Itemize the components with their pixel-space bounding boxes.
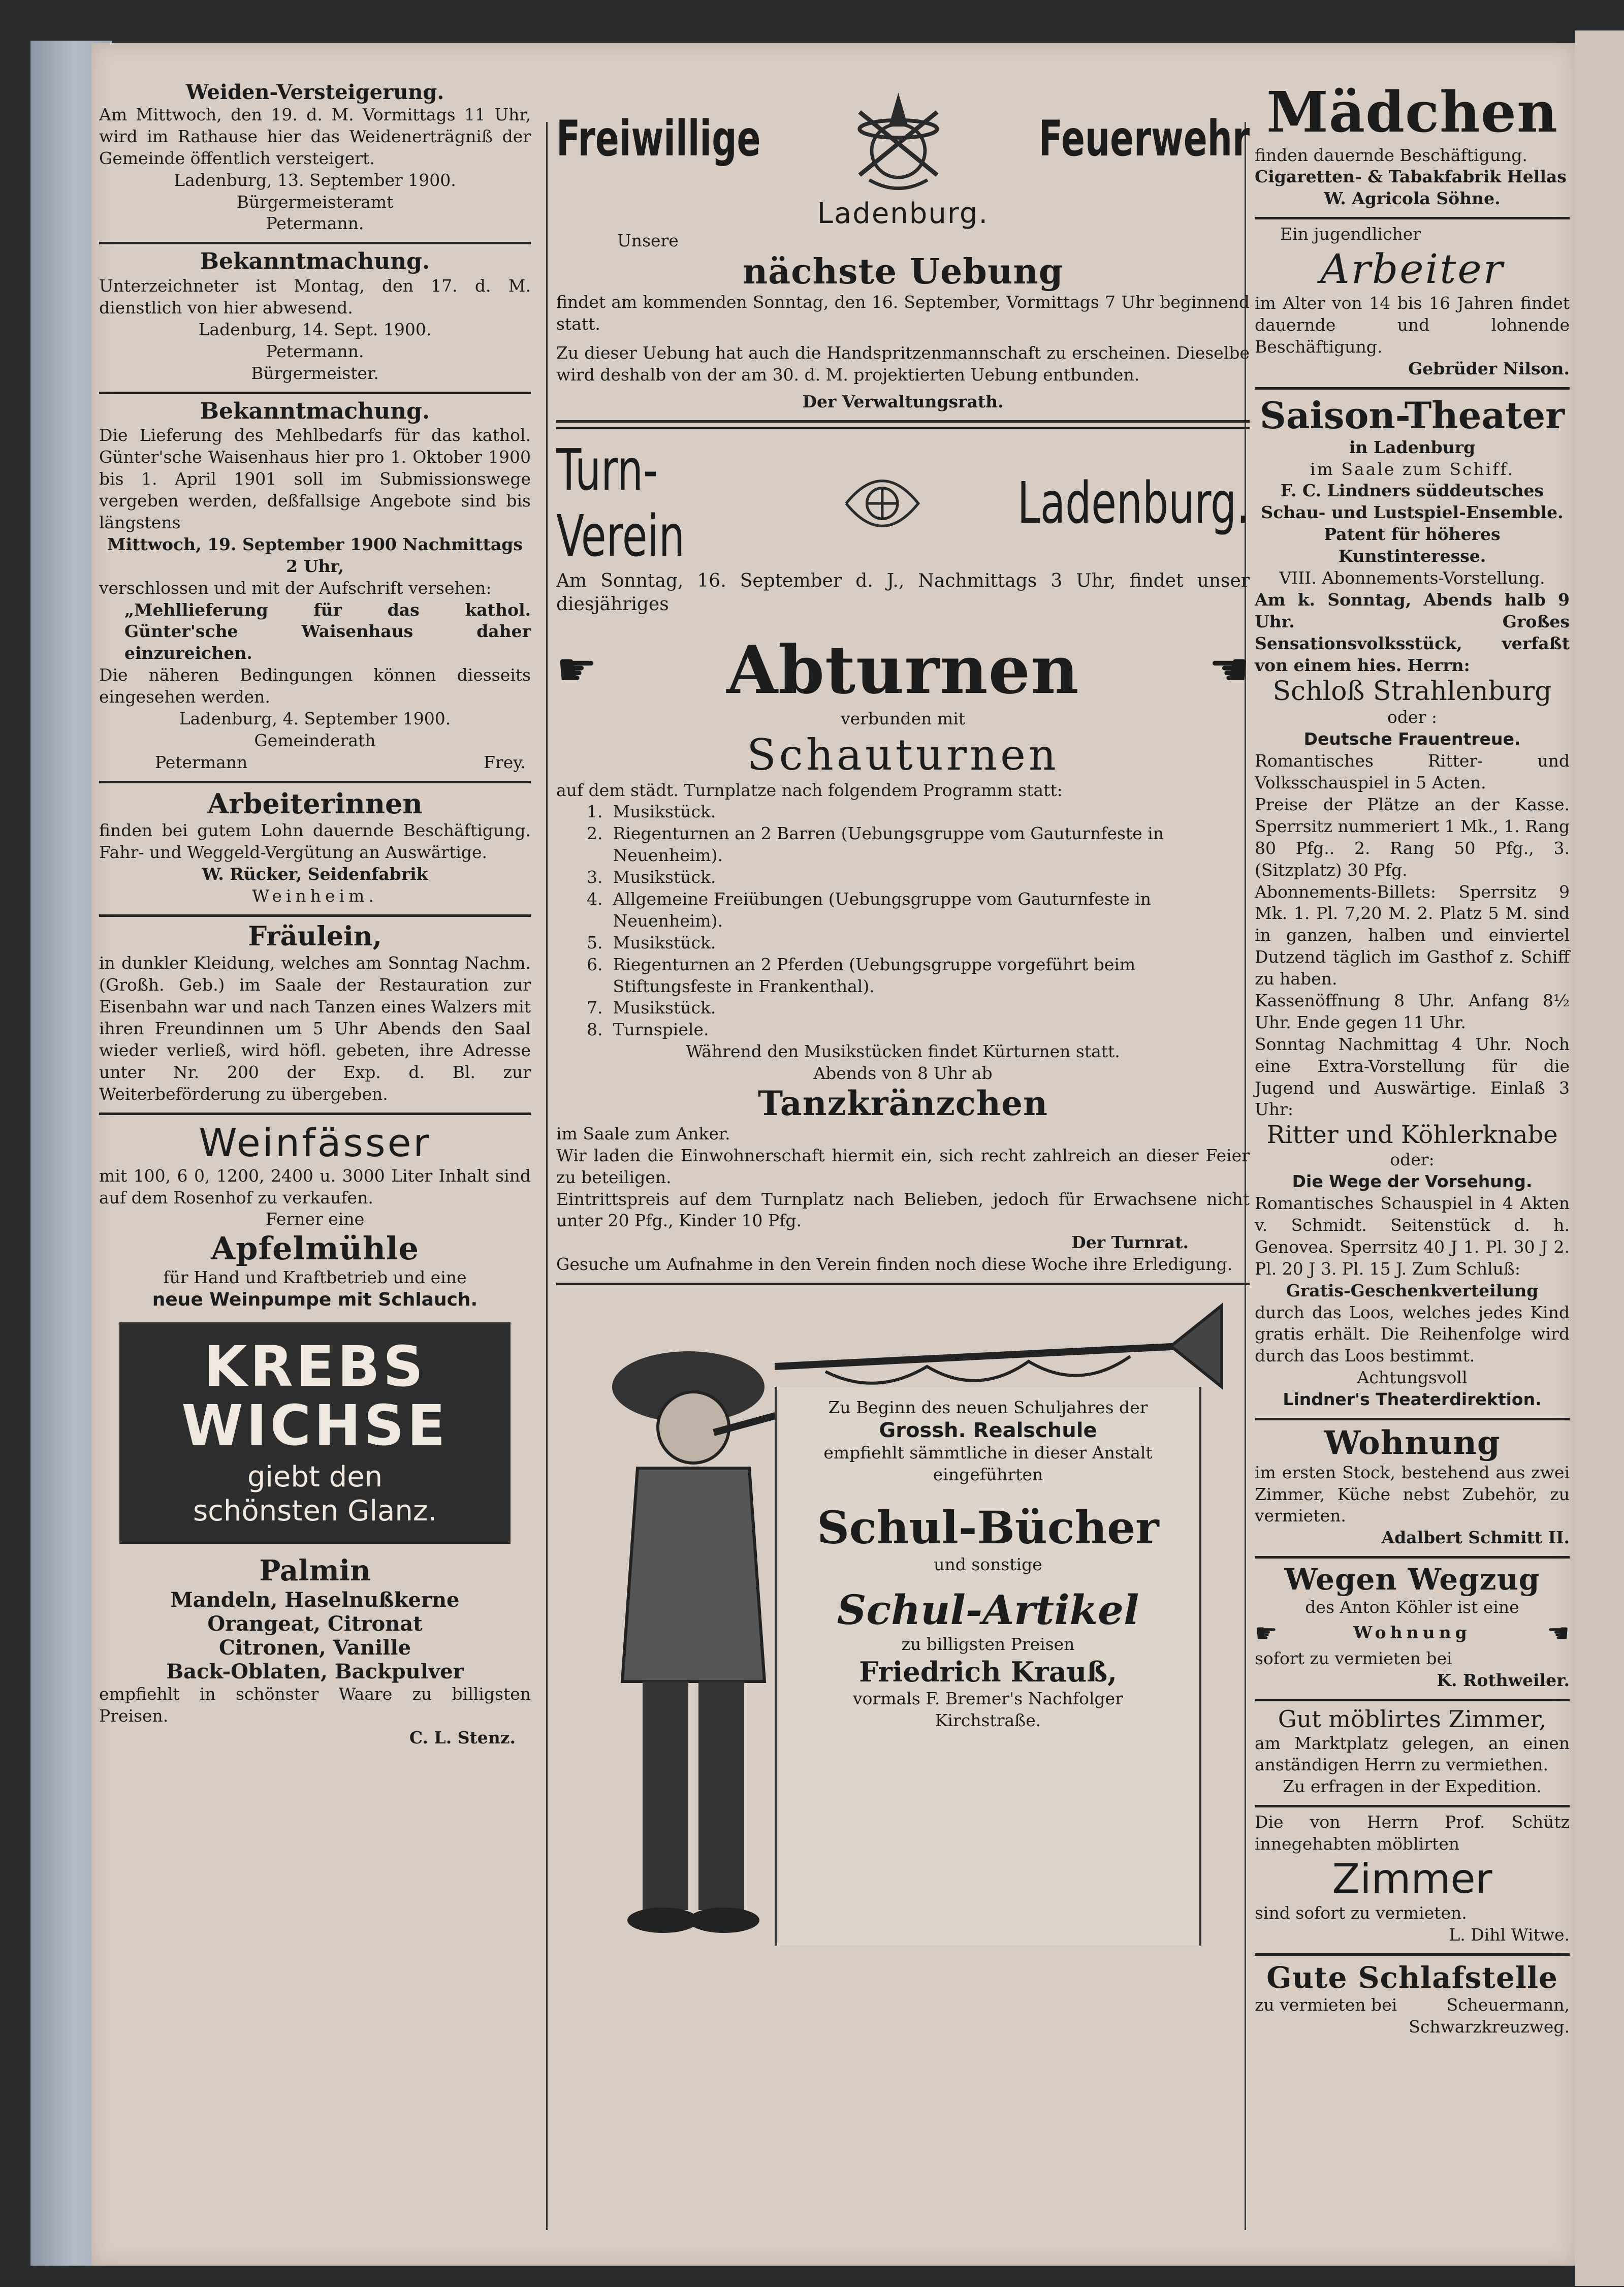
- ad-krebs-wichse: [119, 1322, 511, 1543]
- ad-title: Saison-Theater: [1259, 393, 1565, 437]
- ad-office: Gemeinderath: [254, 730, 376, 750]
- program-item: 5. Musikstück.: [587, 932, 716, 952]
- ad-sign: Lindner's Theaterdirektion.: [1283, 1389, 1542, 1410]
- ad-line: sind sofort zu vermieten.: [1255, 1903, 1467, 1923]
- ad-title: Gute Schlafstelle: [1266, 1960, 1558, 1995]
- ad-quote: „Mehllieferung für das kathol. Günter'sche Waisenhaus daher einzureichen.: [124, 599, 531, 663]
- ad-text: Am Sonntag, 16. September d. J., Nachmittags 3 Uhr, findet unser diesjähriges: [556, 570, 1250, 615]
- ad-sign: K. Rothweiler.: [1437, 1670, 1570, 1690]
- ad-play-b: Deutsche Frauentreue.: [1303, 729, 1521, 749]
- ad-title: Zimmer: [1332, 1855, 1492, 1902]
- column-center: [556, 76, 1250, 1991]
- ad-title: Weinfässer: [199, 1120, 431, 1165]
- ad-line: zu vermieten bei: [1255, 1995, 1397, 2015]
- ad-headline: Schul-Bücher: [817, 1501, 1159, 1554]
- ad-sign: Scheuermann,: [1446, 1995, 1570, 2015]
- ad-turnverein: [556, 423, 1250, 1286]
- ad-sign: Petermann.: [266, 341, 364, 361]
- krebs-line-4: schönsten Glanz.: [193, 1495, 437, 1528]
- ad-text: empfiehlt in schönster Waare zu billigsten Preisen.: [99, 1684, 531, 1726]
- krebs-line-1: KREBS: [203, 1334, 427, 1400]
- ad-fraulein: [99, 917, 531, 1115]
- column-right: [1255, 76, 1570, 2038]
- ad-line: Kirchstraße.: [935, 1710, 1041, 1731]
- krebs-line-2: WICHSE: [181, 1392, 449, 1458]
- ad-title: Wohnung: [1324, 1424, 1501, 1463]
- program-item: 3. Musikstück.: [587, 867, 716, 887]
- program-item: 7. Musikstück.: [587, 998, 716, 1018]
- ad-town: Ladenburg.: [817, 197, 989, 230]
- ad-pre: Unsere: [617, 231, 679, 250]
- ad-line: Gratis-Geschenkverteilung: [1286, 1280, 1539, 1300]
- program-list: [556, 801, 1250, 1041]
- ad-firm: Gebrüder Nilson.: [1408, 358, 1570, 378]
- pointing-hand-icon: ☛: [556, 643, 597, 697]
- pointing-hand-icon: ☚: [1208, 643, 1250, 697]
- ad-line: Sonntag Nachmittag 4 Uhr. Noch eine Extra-Vorstellung für die Jugend und Auswärtige. Einlaß 3 Uhr:: [1255, 1034, 1570, 1120]
- turner-cross-emblem-icon: [837, 463, 927, 544]
- ad-line: Wohnung: [1353, 1623, 1471, 1643]
- ad-text: am Marktplatz gelegen, an einen anständigen Herrn zu vermiethen.: [1255, 1733, 1570, 1775]
- ad-line: im Saale zum Schiff.: [1310, 459, 1514, 479]
- facing-page-edge: [1575, 30, 1624, 2286]
- program-item: 1. Musikstück.: [587, 802, 716, 822]
- ad-invite: Wir laden die Einwohnerschaft hiermit ein, sich recht zahlreich an dieser Feier zu beteiligen.: [556, 1145, 1250, 1187]
- ad-text: in dunkler Kleidung, welches am Sonntag Nachm. (Großh. Geb.) im Saale der Restauration zur Eisenbahn war und nach Tanzen eines Walzers mit ihren Freundinnen um 5 Uhr Abends den Saal wieder verließ, wird höfl. gebeten, ihre Adresse unter Nr. 200 der Exp. d. Bl. zur Weiterbeförderung zu übergeben.: [99, 953, 531, 1104]
- ad-eintritt: Eintrittspreis auf dem Turnplatz nach Belieben, jedoch für Erwachsene nicht unter 20 Pfg., Kinder 10 Pfg.: [556, 1189, 1250, 1231]
- ad-headline-2: Schauturnen: [747, 729, 1059, 780]
- ad-line: sofort zu vermieten bei: [1255, 1648, 1452, 1668]
- ad-play-b: Die Wege der Vorsehung.: [1292, 1171, 1533, 1192]
- ad-more: Ferner eine: [265, 1209, 365, 1229]
- ad-headline-2: Schul-Artikel: [837, 1585, 1139, 1634]
- ad-office: Bürgermeisteramt: [236, 192, 394, 212]
- ad-play: Ritter und Köhlerknabe: [1266, 1121, 1558, 1150]
- ad-title: Gut möblirtes Zimmer,: [1278, 1705, 1547, 1733]
- ad-line: Kassenöffnung 8 Uhr. Anfang 8½ Uhr. Ende gegen 11 Uhr.: [1255, 991, 1570, 1032]
- ad-text: Am Mittwoch, den 19. d. M. Vormittags 11 Uhr, wird im Rathause hier das Weidenerträgniß der Gemeinde öffentlich versteigert.: [99, 105, 531, 168]
- ad-sign: C. L. Stenz.: [409, 1727, 516, 1748]
- ad-title: Bekanntmachung.: [200, 398, 430, 424]
- ad-line: Citronen, Vanille: [218, 1635, 411, 1660]
- ad-saal: im Saale zum Anker.: [556, 1123, 730, 1144]
- ad-line: Zu erfragen in der Expedition.: [1283, 1776, 1542, 1797]
- ad-text-2: für Hand und Kraftbetrieb und eine: [163, 1267, 467, 1287]
- program-item: 6. Riegenturnen an 2 Pferden (Uebungsgruppe vorgeführt beim Stiftungsfeste in Frankenthal).: [587, 954, 1136, 996]
- ad-headline-3: Tanzkränzchen: [758, 1083, 1048, 1123]
- ad-title: Palmin: [259, 1553, 371, 1587]
- ad-line: zu billigsten Preisen: [901, 1634, 1075, 1654]
- ad-line: Orangeat, Citronat: [207, 1611, 423, 1636]
- ad-text: mit 100, 6 0, 1200, 2400 u. 3000 Liter Inhalt sind auf dem Rosenhof zu verkaufen.: [99, 1165, 531, 1208]
- ad-gesuche: Gesuche um Aufnahme in den Verein finden noch diese Woche ihre Erledigung.: [556, 1254, 1233, 1275]
- ad-line: vormals F. Bremer's Nachfolger: [853, 1689, 1123, 1709]
- program-item: 8. Turnspiele.: [587, 1020, 709, 1040]
- ad-madchen: [1255, 76, 1570, 219]
- ad-title-right: Ladenburg.: [1017, 470, 1250, 536]
- ad-saison-theater: [1255, 390, 1570, 1420]
- ad-place: Ladenburg, 13. September 1900.: [174, 170, 456, 190]
- ad-sub: verbunden mit: [840, 708, 966, 728]
- ad-line: Abonnements-Billets: Sperrsitz 9 Mk. 1. Pl. 7,20 M. 2. Platz 5 M. sind in ganzen, halben und einviertel Dutzend täglich im Gasthof z. Schiff zu haben.: [1255, 881, 1570, 989]
- ad-pre: Ein jugendlicher: [1280, 224, 1421, 244]
- krebs-line-3: giebt den: [247, 1460, 383, 1494]
- ad-text: finden dauernde Beschäftigung.: [1255, 145, 1527, 165]
- ad-title-left: Turn-Verein: [556, 437, 685, 569]
- fire-helmet-emblem-icon: [840, 80, 957, 197]
- scroll-banner: [775, 1387, 1201, 1946]
- program-item: 4. Allgemeine Freiübungen (Uebungsgruppe vom Gauturnfeste in Neuenheim).: [587, 888, 1151, 931]
- ad-line: Achtungsvoll: [1357, 1368, 1468, 1388]
- ad-oder: oder:: [1390, 1150, 1435, 1170]
- ad-wegzug: [1255, 1559, 1570, 1701]
- ad-text: Die Lieferung des Mehlbedarfs für das kathol. Günter'sche Waisenhaus hier pro 1. Oktober 1900 bis 1. April 1901 soll im Submissionswege vergeben werden, deßfallsige Angebote sind bis längstens: [99, 425, 531, 532]
- program-item: 2. Riegenturnen an 2 Barren (Uebungsgruppe vom Gauturnfeste in Neuenheim).: [587, 823, 1164, 866]
- ad-title: Arbeiter: [1320, 245, 1504, 293]
- ad-line: Romantisches Schauspiel in 4 Akten v. Schmidt. Seitenstück d. h. Genovea. Sperrsitz 40 J 1. Pl. 30 J 2. Pl. 20 J 3. Pl. 15 J. Zum Schluß:: [1255, 1193, 1570, 1279]
- ad-title: Bekanntmachung.: [200, 248, 430, 275]
- ad-line: Romantisches Ritter- und Volksschauspiel in 5 Acten.: [1255, 751, 1570, 793]
- ad-line: Grossh. Realschule: [879, 1419, 1097, 1442]
- ad-sign: Petermann.: [266, 213, 364, 234]
- ad-title-right: Feuerwehr: [1038, 110, 1250, 167]
- ad-abends: Abends von 8 Uhr ab: [813, 1063, 993, 1084]
- ad-sign: Petermann: [155, 752, 248, 772]
- pointing-hand-icon: ☛: [1255, 1618, 1278, 1648]
- ad-text-3: Die näheren Bedingungen können diesseits eingesehen werden.: [99, 665, 531, 707]
- ad-line: Mandeln, Haselnußkerne: [170, 1587, 460, 1612]
- ad-title: Fräulein,: [248, 921, 382, 952]
- ad-role: Bürgermeister.: [251, 363, 379, 383]
- ad-bekanntmachung-1: [99, 244, 531, 394]
- ad-sign: Der Turnrat.: [1071, 1232, 1189, 1253]
- ad-place: Weinheim.: [252, 886, 378, 906]
- ad-weinfasser: [99, 1115, 531, 1313]
- ad-text-3: neue Weinpumpe mit Schlauch.: [152, 1289, 478, 1311]
- ad-line: durch das Loos, welches jedes Kind gratis erhält. Die Reihenfolge wird durch das Loos bestimmt.: [1255, 1302, 1570, 1366]
- ad-sub: in Ladenburg: [1349, 437, 1476, 457]
- ad-oder: oder :: [1387, 707, 1437, 727]
- ad-sign-2: Frey.: [484, 752, 526, 772]
- ad-text: im ersten Stock, bestehend aus zwei Zimmer, Küche nebst Zubehör, zu vermieten.: [1255, 1462, 1570, 1526]
- ad-arbeiterinnen: [99, 783, 531, 917]
- ad-headline: Abturnen: [726, 631, 1079, 709]
- ad-date: Mittwoch, 19. September 1900 Nachmittags 2 Uhr,: [107, 534, 523, 576]
- ad-title-2: Apfelmühle: [211, 1230, 419, 1267]
- ad-line: und sonstige: [934, 1554, 1042, 1574]
- ad-kur: Während den Musikstücken findet Kürturnen statt.: [686, 1041, 1120, 1062]
- ad-title-left: Freiwillige: [556, 110, 761, 167]
- column-rule: [546, 122, 548, 2230]
- ad-text-2: Zu dieser Uebung hat auch die Handspritzenmannschaft zu erscheinen. Dieselbe wird deshalb von der am 30. d. M. projektierten Uebung entbunden.: [556, 342, 1250, 385]
- ad-line: F. C. Lindners süddeutsches Schau- und Lustspiel-Ensemble.: [1261, 481, 1564, 523]
- ad-firm: Cigaretten- & Tabakfabrik Hellas: [1255, 167, 1567, 187]
- pointing-hand-icon: ☚: [1547, 1618, 1570, 1648]
- ad-play: Schloß Strahlenburg: [1272, 676, 1552, 707]
- ad-zimmer-2: [1255, 1807, 1570, 1956]
- ad-headline: nächste Uebung: [742, 251, 1064, 292]
- ad-bekanntmachung-2: [99, 394, 531, 783]
- ad-place: Ladenburg, 4. September 1900.: [179, 708, 451, 728]
- ad-line: Preise der Plätze an der Kasse. Sperrsitz nummeriert 1 Mk., 1. Rang 80 Pfg.. 2. Rang 50 Pfg., 3. (Sitzplatz) 30 Pfg.: [1255, 794, 1570, 880]
- ad-line: Back-Oblaten, Backpulver: [166, 1659, 464, 1684]
- ad-line: Patent für höheres Kunstinteresse.: [1324, 524, 1501, 566]
- ad-title: Arbeiterinnen: [207, 787, 423, 820]
- ad-line: empfiehlt sämmtliche in dieser Anstalt eingeführten: [823, 1443, 1153, 1484]
- column-left: [99, 76, 531, 1749]
- ad-text: Unterzeichneter ist Montag, den 17. d. M. dienstlich von hier abwesend.: [99, 276, 531, 318]
- ad-sign: L. Dihl Witwe.: [1449, 1924, 1570, 1945]
- ad-program-intro: auf dem städt. Turnplatze nach folgendem Programm statt:: [556, 780, 1063, 800]
- ad-line: Die von Herrn Prof. Schütz innegehabten möblirten: [1255, 1812, 1570, 1854]
- ad-name: Friedrich Krauß,: [859, 1655, 1117, 1688]
- ad-line: VIII. Abonnements-Vorstellung.: [1279, 567, 1545, 588]
- ad-schulbuecher: [556, 1285, 1250, 1991]
- trumpet-icon: [775, 1300, 1232, 1392]
- ad-wohnung: [1255, 1420, 1570, 1559]
- ad-palmin: [99, 1554, 531, 1749]
- ad-firm: W. Rücker, Seidenfabrik: [202, 864, 428, 884]
- ad-schlafstelle: [1255, 1956, 1570, 2038]
- ad-sign: Adalbert Schmitt II.: [1381, 1528, 1570, 1548]
- ad-title: Mädchen: [1266, 79, 1558, 145]
- ad-feuerwehr: [556, 76, 1250, 423]
- ad-zimmer-1: [1255, 1701, 1570, 1808]
- ad-text-2: verschlossen und mit der Aufschrift versehen:: [99, 578, 492, 598]
- ad-line: des Anton Köhler ist eine: [1305, 1597, 1519, 1617]
- ad-text: finden bei gutem Lohn dauernde Beschäftigung. Fahr- und Weggeld-Vergütung an Auswärtige.: [99, 820, 531, 863]
- ad-sign: Der Verwaltungsrath.: [802, 391, 1004, 411]
- ad-line: Zu Beginn des neuen Schuljahres der: [828, 1397, 1148, 1418]
- ad-weiden: [99, 76, 531, 244]
- ad-text: im Alter von 14 bis 16 Jahren findet dauernde und lohnende Beschäftigung.: [1255, 293, 1570, 357]
- ad-arbeiter: [1255, 219, 1570, 389]
- ad-text: findet am kommenden Sonntag, den 16. September, Vormittags 7 Uhr beginnend statt.: [556, 292, 1250, 334]
- ad-line: Am k. Sonntag, Abends halb 9 Uhr. Großes Sensationsvolksstück, verfaßt von einem hies. Herrn:: [1255, 589, 1570, 675]
- ad-title: Weiden-Versteigerung.: [185, 80, 444, 104]
- ad-sign-2: Schwarzkreuzweg.: [1409, 2017, 1570, 2037]
- ad-firm-2: W. Agricola Söhne.: [1324, 188, 1501, 209]
- ad-place: Ladenburg, 14. Sept. 1900.: [198, 319, 432, 339]
- ad-title: Wegen Wegzug: [1284, 1562, 1540, 1597]
